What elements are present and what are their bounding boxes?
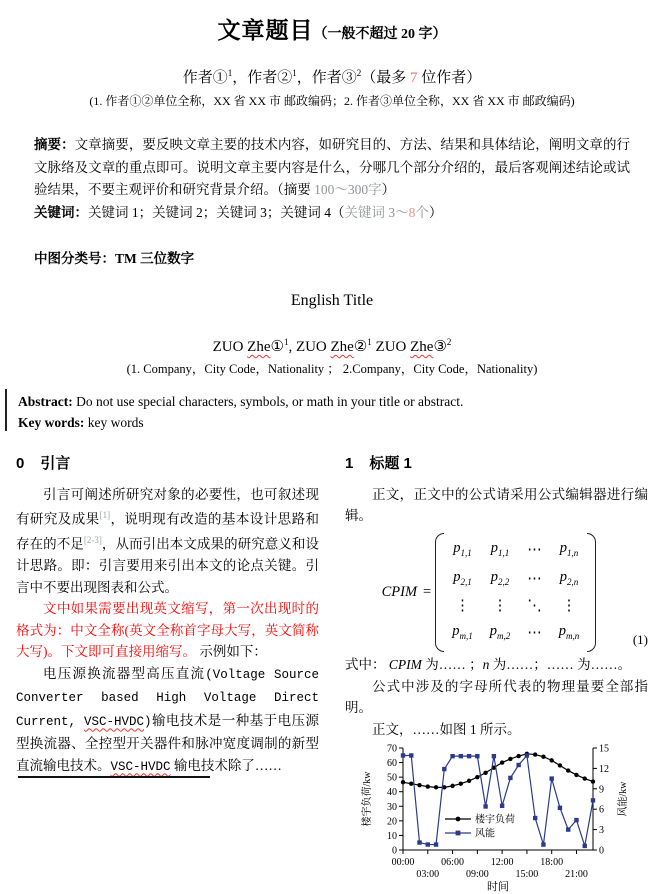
english-author-surname: ZUO — [375, 339, 411, 355]
english-author-3-superscript: 2 — [446, 337, 452, 347]
introduction-paragraph — [16, 484, 319, 599]
formula-note-paragraph: 公式中涉及的字母所代表的物理量要全部指明。 — [345, 678, 648, 716]
where-cpim-symbol: CPIM — [388, 657, 422, 673]
example-english-text: (Voltage Source Converter based High Voltage Direct Current, — [16, 667, 320, 729]
section-0-heading — [16, 453, 319, 475]
article-title-note: （一般不超过 20 字） — [313, 27, 447, 42]
where-text: 为…… ； — [421, 657, 483, 673]
author-3-superscript: 2 — [356, 68, 362, 78]
left-column — [16, 443, 319, 894]
equation-1-body — [345, 533, 633, 653]
english-author-1-superscript: 1 — [283, 337, 289, 347]
authors-note-pre: （最多 — [361, 70, 411, 86]
section-1-title: 标题 1 — [369, 455, 412, 472]
english-author-surname: ZUO — [295, 339, 331, 355]
svg-text:风能: 风能 — [474, 828, 495, 840]
cn-keywords-note-pre: （ — [331, 204, 345, 220]
vsc-hvdc-acronym-spellcheck: VSC-HVDC — [110, 759, 171, 774]
citation-ref-2-3: [2-3] — [83, 535, 102, 545]
example-text: 输电技术是一种基于电压源型换流器、全控型开关器件和脉冲宽度调制的新型直流输电技术。 — [16, 712, 320, 773]
section-0-number: 0 — [16, 455, 25, 472]
matrix-right-paren — [587, 533, 596, 653]
example-text: 电压源换流器型高压直流 — [43, 665, 206, 681]
figure-1-chart — [359, 742, 635, 894]
author-separator: ， — [232, 70, 248, 86]
english-keywords-text: key words — [84, 415, 144, 430]
cn-keywords — [34, 202, 630, 225]
section-0-title: 引言 — [40, 455, 71, 472]
svg-text:00:00: 00:00 — [391, 857, 414, 869]
svg-text:60: 60 — [386, 758, 397, 770]
svg-text:9: 9 — [598, 784, 604, 796]
where-label: 式中： — [345, 657, 389, 673]
english-author-surname: ZUO — [212, 339, 248, 355]
equation-lhs: CPIM — [381, 583, 418, 600]
svg-text:15: 15 — [598, 743, 609, 755]
max-authors-number: 7 — [410, 70, 418, 86]
author-3: 作者③ — [311, 70, 357, 86]
svg-text:风能/kw: 风能/kw — [617, 781, 629, 817]
english-author-given-spellcheck: Zhe — [410, 339, 434, 355]
english-author-given-spellcheck: Zhe — [330, 339, 354, 355]
english-title: English Title — [290, 292, 374, 309]
author-1-superscript: 1 — [227, 68, 233, 78]
abbreviation-rule-red-text: 文中如果需要出现英文缩写，第一次出现时的格式为：中文全称(英文全称首字母大写，英文简称大写)。下文即可直接用缩写。 — [16, 601, 319, 659]
figure-reference-paragraph: 正文，……如图 1 所示。 — [372, 721, 521, 737]
cn-abstract-block — [34, 134, 630, 224]
introduction-text: 引言可阐述所研究对象的必要性，也可叙述现有研究及成果 — [16, 486, 319, 527]
authors-line — [0, 66, 664, 87]
cn-abstract-note-pre: （摘要 — [277, 182, 315, 197]
figure-1 — [345, 742, 648, 894]
english-keywords-label: Key words: — [18, 415, 85, 430]
equation-where-line — [345, 654, 648, 676]
english-abstract-label: Abstract: — [18, 394, 73, 409]
cn-keywords-count-unit: 个 — [415, 204, 429, 220]
svg-text:12:00: 12:00 — [490, 857, 514, 869]
cn-keywords-text: 关键词 1；关键词 2；关键词 3；关键词 4 — [88, 204, 331, 220]
author-separator: ， — [296, 70, 312, 86]
cn-keywords-count-max: 8 — [408, 204, 416, 220]
cpim-matrix — [435, 533, 596, 653]
svg-text:15:00: 15:00 — [515, 869, 538, 881]
section-1-number: 1 — [345, 455, 354, 472]
svg-text:09:00: 09:00 — [465, 869, 489, 881]
cn-keywords-note-post: ） — [428, 204, 443, 220]
svg-text:6: 6 — [598, 804, 604, 816]
svg-text:0: 0 — [391, 845, 397, 857]
cn-keywords-count-note: 关键词 3～ — [344, 204, 409, 220]
english-abstract-text: Do not use special characters, symbols, or math in your title or abstract. — [72, 394, 464, 409]
english-author-2-mark: ② — [353, 339, 368, 355]
author-1: 作者① — [182, 70, 228, 86]
abbreviation-rule-tail: 示例如下： — [196, 644, 267, 659]
svg-text:时间: 时间 — [486, 881, 509, 894]
cn-abstract — [34, 134, 630, 202]
author-2-superscript: 1 — [292, 68, 297, 78]
matrix-grid: $p_{1,1}$ $p_{1,1}$ ⋯ $p_{1,n}$ $p_{2,1}$ $p_{2,2}$ ⋯ $p_{2,n}$ ⋮ ⋮ ⋱ ⋮ $p_{m,1}$ $p_{m,2}$ ⋯ $p_{m,n}$ — [452, 539, 580, 642]
authors-note-post: 位作者） — [417, 70, 482, 86]
example-english-text: ) — [144, 714, 152, 729]
vsc-hvdc-acronym-spellcheck: VSC-HVDC — [83, 714, 144, 729]
text-boundary-mark — [5, 389, 7, 431]
where-n-symbol: n — [482, 657, 490, 673]
right-column — [345, 443, 648, 894]
vsc-hvdc-example-paragraph — [16, 663, 319, 779]
equation-number: (1) — [632, 631, 648, 647]
svg-text:40: 40 — [386, 787, 397, 799]
svg-text:3: 3 — [598, 825, 604, 837]
abbreviation-rule-paragraph — [16, 598, 319, 663]
introduction-text: ，说明现有改造的基本设计思路和存在的不足 — [16, 511, 320, 552]
svg-text:18:00: 18:00 — [539, 857, 563, 869]
svg-text:20: 20 — [386, 816, 397, 828]
svg-text:06:00: 06:00 — [440, 857, 464, 869]
cn-abstract-length-note: 100～300字 — [314, 182, 382, 197]
english-author-3-mark: ③ — [433, 339, 447, 355]
english-author-2-superscript: 1 — [367, 337, 372, 347]
svg-text:30: 30 — [386, 801, 397, 813]
svg-text:楼宇负荷/kw: 楼宇负荷/kw — [361, 771, 373, 827]
english-author-1-mark: ① — [270, 339, 284, 355]
two-column-body — [16, 443, 648, 894]
citation-ref-1: [1] — [99, 510, 111, 520]
svg-text:12: 12 — [598, 764, 609, 776]
english-abstract-line — [18, 394, 646, 410]
svg-text:70: 70 — [386, 743, 397, 755]
svg-text:21:00: 21:00 — [564, 869, 588, 881]
article-title-line — [0, 0, 664, 45]
english-authors-line — [0, 337, 664, 356]
english-author-given-spellcheck: Zhe — [247, 339, 271, 355]
affiliation-line: (1. 作者①②单位全称，XX 省 XX 市 邮政编码；2. 作者③单位全称，XX 省 XX 市 邮政编码) — [89, 94, 575, 108]
formula-intro-paragraph: 正文，正文中的公式请采用公式编辑器进行编辑。 — [345, 486, 648, 523]
svg-text:10: 10 — [386, 831, 397, 843]
svg-text:楼宇负荷: 楼宇负荷 — [474, 814, 515, 826]
where-text: 为……；…… 为……。 — [489, 657, 632, 673]
clc-number-line: 中图分类号：TM 三位数字 — [34, 251, 195, 266]
english-keywords-line — [18, 415, 646, 431]
svg-text:03:00: 03:00 — [415, 869, 439, 881]
authors-note — [361, 70, 481, 86]
cn-abstract-note-post: ） — [381, 182, 396, 197]
equation-1 — [345, 533, 648, 653]
cn-abstract-text: 文章摘要，要反映文章主要的技术内容，如研究目的、方法、结果和具体结论，阐明文章的行文脉络及文章的重点即可。说明文章主要内容是什么，分哪几个部分介绍的，最后客观阐述结论或试验结果，不要主观评价和研究背景介绍。 — [34, 137, 630, 197]
introduction-text: ，从而引出本文成果的研究意义和设计思路。即：引言要用来引出本文的论点关键。引言中不要出现图表和公式。 — [16, 536, 320, 595]
svg-text:50: 50 — [386, 772, 397, 784]
cn-abstract-label: 摘要： — [34, 137, 75, 152]
article-title: 文章题目 — [217, 18, 314, 43]
author-2: 作者② — [247, 70, 293, 86]
matrix-left-paren — [435, 533, 444, 653]
equation-equals-sign: = — [423, 583, 432, 600]
cn-keywords-label: 关键词： — [34, 204, 88, 220]
footnote-separator-rule — [18, 776, 210, 778]
example-text: 输电技术除了…… — [170, 757, 282, 773]
svg-text:0: 0 — [598, 845, 604, 857]
english-affiliation-line: (1. Company，City Code，Nationality ； 2.Company，City Code，Nationality) — [126, 362, 538, 376]
section-1-heading — [345, 453, 648, 475]
english-author-separator: , — [288, 339, 296, 355]
